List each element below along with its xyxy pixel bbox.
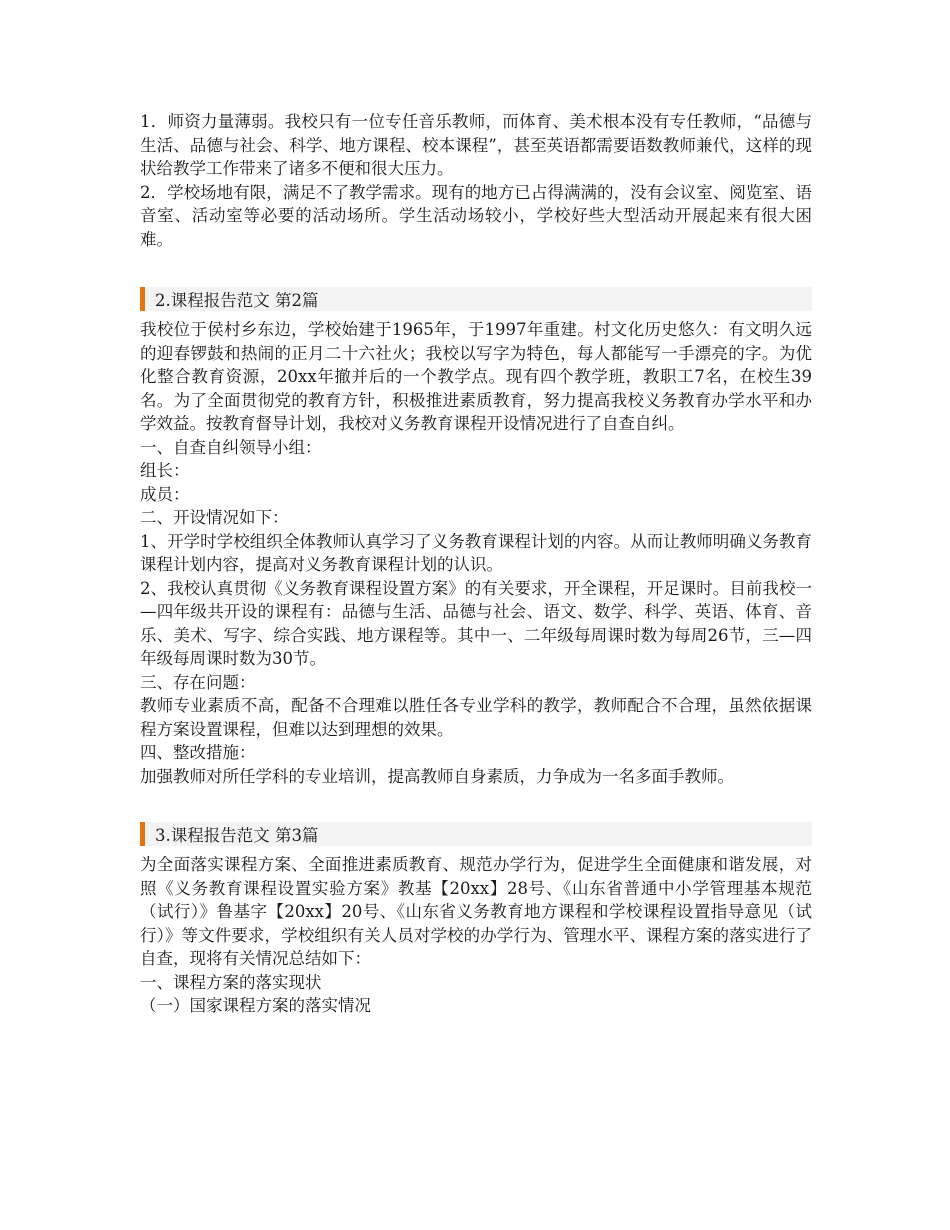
section-2-paragraph: 成员： (140, 484, 190, 504)
intro-block (140, 110, 812, 251)
section-2-paragraph: 四、整改措施： (140, 743, 256, 762)
section-3-heading-text: 3.课程报告范文 第3篇 (155, 826, 319, 845)
section-2-paragraph: 我校位于侯村乡东边，学校始建于1965年，于1997年重建。村文化历史悠久：有文明久远的迎春锣鼓和热闹的正月二十六社火；我校以写字为特色，每人都能写一手漂亮的字。为优化整合教育资源，20xx年撤并后的一个教学点。现有四个教学班，教职工7名，在校生39名。为了全面贯彻党的教育方针，积极推进素质教育，努力提高我校义务教育办学水平和办学效益。按教育督导计划，我校对义务教育课程开设情况进行了自查自纠。 (140, 320, 812, 433)
section-3-body (140, 853, 812, 1018)
section-3-heading (140, 822, 812, 846)
section-2-paragraph: 三、存在问题： (140, 672, 256, 692)
intro-paragraph-1: 1．师资力量薄弱。我校只有一位专任音乐教师，而体育、美术根本没有专任教师，“品德与生活、品德与社会、科学、地方课程、校本课程”，甚至英语都需要语数教师兼代，这样的现状给教学工作带来了诸多不便和很大压力。 (140, 112, 812, 178)
section-3-paragraph: 一、课程方案的落实现状 (140, 972, 322, 992)
section-2-paragraph: 2、我校认真贯彻《义务教育课程设置方案》的有关要求，开全课程，开足课时。目前我校一—四年级共开设的课程有：品德与生活、品德与社会、语文、数学、科学、英语、体育、音乐、美术、写字、综合实践、地方课程等。其中一、二年级每周课时数为每周26节，三—四年级每周课时数为30节。 (140, 578, 812, 668)
section-3-paragraph: 为全面落实课程方案、全面推进素质教育、规范办学行为，促进学生全面健康和谐发展，对照《义务教育课程设置实验方案》教基【20xx】28号、《山东省普通中小学管理基本规范（试行）》鲁基字【20xx】20号、《山东省义务教育地方课程和学校课程设置指导意见（试行）》等文件要求，学校组织有关人员对学校的办学行为、管理水平、课程方案的落实进行了自查，现将有关情况总结如下： (140, 855, 812, 968)
section-2-paragraph: 加强教师对所任学科的专业培训，提高教师自身素质，力争成为一名多面手教师。 (140, 766, 734, 786)
document-page (140, 110, 812, 1052)
intro-paragraph-2: 2．学校场地有限，满足不了教学需求。现有的地方已占得满满的，没有会议室、阅览室、语音室、活动室等必要的活动场所。学生活动场较小，学校好些大型活动开展起来有很大困难。 (140, 182, 812, 249)
section-2-body (140, 318, 812, 788)
section-2-paragraph: 一、自查自纠领导小组： (140, 437, 322, 457)
section-2-heading-text: 2.课程报告范文 第2篇 (155, 291, 319, 310)
section-2-paragraph: 1、开学时学校组织全体教师认真学习了义务教育课程计划的内容。从而让教师明确义务教育课程计划内容，提高对义务教育课程计划的认识。 (140, 531, 812, 574)
section-2-paragraph: 二、开设情况如下： (140, 508, 289, 527)
section-2-heading (140, 287, 812, 311)
section-2-paragraph: 教师专业素质不高，配备不合理难以胜任各专业学科的教学，教师配合不合理，虽然依据课程方案设置课程，但难以达到理想的效果。 (140, 696, 812, 739)
section-2-paragraph: 组长： (140, 461, 190, 480)
section-3-paragraph: （一）国家课程方案的落实情况 (140, 996, 371, 1015)
